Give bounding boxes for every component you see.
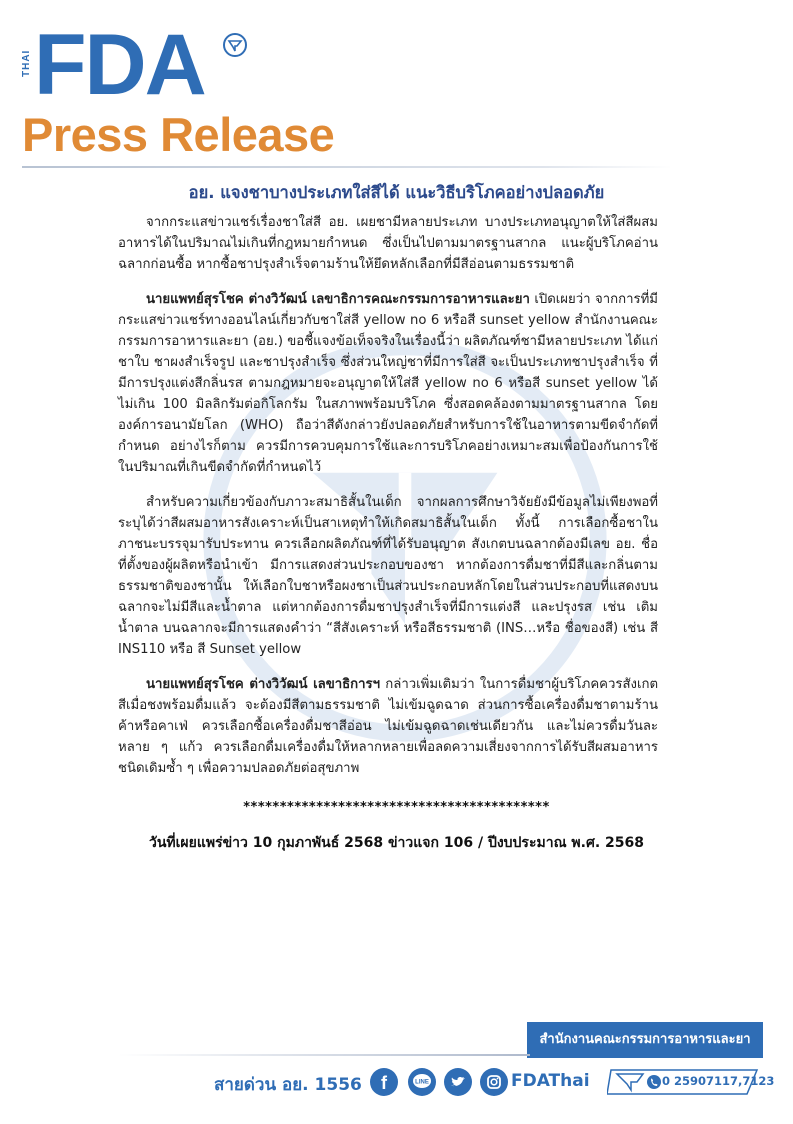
page-title: อย. แจงชาบางประเภทใส่สีได้ แนะวิธีบริโภคอย่างปลอดภัย [188, 183, 605, 202]
press-release-heading: Press Release [22, 108, 335, 161]
twitter-icon[interactable] [444, 1068, 472, 1096]
social-handle: FDAThai [511, 1071, 590, 1091]
release-dateline: วันที่เผยแพร่ข่าว 10 กุมภาพันธ์ 2568 ข่าวแจก 106 / ปีงบประมาณ พ.ศ. 2568 [148, 835, 645, 851]
paragraph-lead: นายแพทย์สุรโชค ต่างวิวัฒน์ เลขาธิการฯ [146, 677, 381, 692]
paragraph [118, 492, 658, 660]
agency-name: สำนักงานคณะกรรมการอาหารและยา [539, 1032, 751, 1047]
paragraph [118, 289, 658, 478]
thai-label: THAI [21, 49, 32, 77]
line-label: LINE [415, 1079, 429, 1086]
paragraph-text: จากกระแสข่าวแชร์เรื่องชาใส่สี อย. เผยชามีหลายประเภท บางประเภทอนุญาตให้ใส่สีผสมอาหารได้ในปริมาณไม่เกินที่กฎหมายกำหนด ซึ่งเป็นไปตามมาตรฐานสากล แนะผู้บริโภคอ่านฉลากก่อนซื้อ หากซื้อชาปรุงสำเร็จตามร้านให้ยึดหลักเลือกที่มีสีอ่อนตามธรรมชาติ [118, 215, 658, 272]
article-body [118, 212, 658, 793]
svg-text:f: f [381, 1073, 387, 1093]
agency-banner [527, 1022, 763, 1058]
paragraph-text: กล่าวเพิ่มเติมว่า ในการดื่มชาผู้บริโภคควรสังเกตสีเมื่อชงพร้อมดื่มแล้ว จะต้องมีสีตามธรรมชาติ ไม่เข้มฉูดฉาด ส่วนการซื้อเครื่องดื่มชาตามร้านค้าหรือคาเฟ่ ควรเลือกซื้อเครื่องดื่มชาสีอ่อน ไม่เข้มฉูดฉาดเช่นเดียวกัน และไม่ควรดื่มวันละหลาย ๆ แก้ว ควรเลือกดื่มเครื่องดื่มให้หลากหลายเพื่อลดความเสี่ยงจากการได้รับสีผสมอาหารชนิดเดิมซ้ำ ๆ เพื่อความปลอดภัยต่อสุขภาพ [118, 677, 659, 776]
fda-logo: FDA [34, 17, 205, 113]
paragraph [118, 674, 658, 779]
instagram-icon[interactable] [480, 1068, 508, 1096]
paragraph-text: เปิดเผยว่า จากการที่มีกระแสข่าวแชร์ทางออนไลน์เกี่ยวกับชาใส่สี yellow no 6 หรือสี sunset yellow สำนักงานคณะกรรมการอาหารและยา (อย.) ขอชี้แจงข้อเท็จจริงในเรื่องนี้ว่า ผลิตภัณฑ์ชามีหลายประเภท ได้แก่ ชาใบ ชาผงสำเร็จรูป และชาปรุงสำเร็จ ซึ่งส่วนใหญ่ชาที่มีการใส่สี จะเป็นประเภทชาปรุงสำเร็จ ที่มีการปรุงแต่งสีกลิ่นรส ตามกฎหมายจะอนุญาตให้ใส่สี yellow no 6 หรือสี sunset yellow ได้ไม่เกิน 100 มิลลิกรัมต่อกิโลกรัม ในสภาพพร้อมบริโภค ซึ่งสอดคล้องตามมาตรฐานสากล โดยองค์การอนามัยโลก (WHO) ถือว่าสีดังกล่าวยังปลอดภัยสำหรับการใช้ในอาหารตามขีดจำกัดที่กำหนด อย่างไรก็ตาม ควรมีการควบคุมการใช้และการบริโภคอย่างเหมาะสมเพื่อป้องกันการใช้ในปริมาณที่เกินขีดจำกัดที่กำหนดไว้ [118, 292, 658, 475]
paragraph-text: สำหรับความเกี่ยวข้องกับภาวะสมาธิสั้นในเด็ก จากผลการศึกษาวิจัยยังมีข้อมูลไม่เพียงพอที่ระบุได้ว่าสีผสมอาหารสังเคราะห์เป็นสาเหตุทำให้เกิดสมาธิสั้นในเด็ก ทั้งนี้ การเลือกซื้อชาในภาชนะบรรจุมารับประทาน ควรเลือกผลิตภัณฑ์ที่ได้รับอนุญาต สังเกตบนฉลากต้องมีเลข อย. ชื่อที่ตั้งของผู้ผลิตหรือนำเข้า มีการแสดงส่วนประกอบของชา หากต้องการดื่มชาที่มีสีและกลิ่นตามธรรมชาติของชานั้น ให้เลือกใบชาหรือผงชาเป็นส่วนประกอบหลักโดยในส่วนประกอบที่แสดงบนฉลากจะไม่มีสีและน้ำตาล แต่หากต้องการดื่มชาปรุงสำเร็จที่มีการแต่งสี และปรุงรส เช่น เติมน้ำตาล บนฉลากจะมีการแสดงคำว่า “สีสังเคราะห์ หรือสีธรรมชาติ (INS…หรือ ชื่อของสี) เช่น สี INS110 หรือ สี Sunset yellow [118, 495, 658, 657]
facebook-icon[interactable] [370, 1068, 398, 1096]
fda-check-icon [222, 32, 248, 58]
phone-number: 0 25907117,7123 [662, 1074, 775, 1088]
paragraph [118, 212, 658, 275]
line-icon[interactable] [408, 1068, 436, 1096]
hotline-text: สายด่วน อย. 1556 [214, 1075, 362, 1095]
footer-divider [118, 1054, 530, 1056]
header-divider [22, 166, 672, 168]
separator: ****************************************** [243, 800, 550, 815]
paragraph-lead: นายแพทย์สุรโชค ต่างวิวัฒน์ เลขาธิการคณะกรรมการอาหารและยา [146, 292, 530, 307]
